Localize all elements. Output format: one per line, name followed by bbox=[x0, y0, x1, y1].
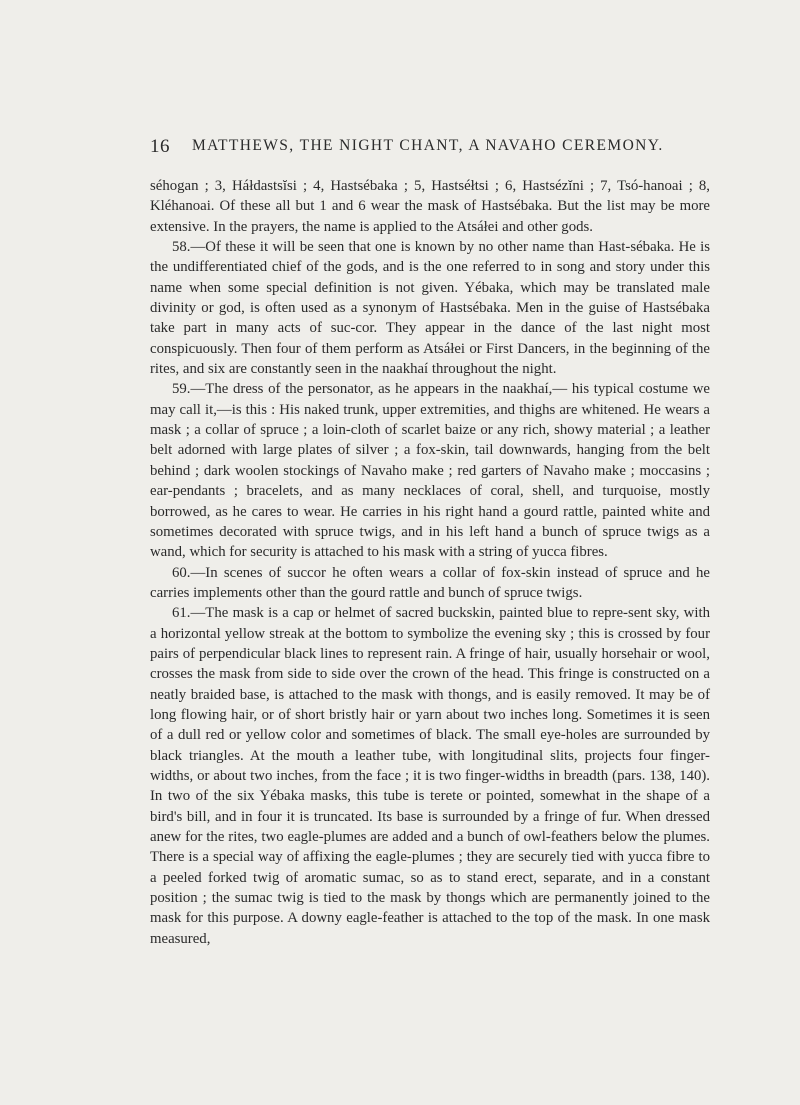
page-header bbox=[150, 136, 710, 162]
paragraph-58: 58.—Of these it will be seen that one is known by no other name than Hast-sébaka. He is the undifferentiated chief of the gods, and is the one referred to in song and story under this name when some special definition is not given. Yébaka, which may be translated male divinity or god, is often used as a synonym of Hastsébaka. Men in the guise of Hastsébaka take part in many acts of suc-cor. They appear in the dance of the last night most conspicuously. Then four of them perform as Atsáłei or First Dancers, in the beginning of the rites, and six are constantly seen in the naakhaí throughout the night. bbox=[150, 239, 710, 378]
page-number: 16 bbox=[150, 136, 170, 157]
running-head: MATTHEWS, THE NIGHT CHANT, A NAVAHO CEREMONY. bbox=[192, 137, 664, 154]
paragraph-60: 60.—In scenes of succor he often wears a collar of fox-skin instead of spruce and he carries implements other than the gourd rattle and bunch of spruce twigs. bbox=[150, 564, 710, 601]
body-text bbox=[150, 176, 710, 949]
paragraph-61: 61.—The mask is a cap or helmet of sacred buckskin, painted blue to repre-sent sky, with a horizontal yellow streak at the bottom to symbolize the evening sky ; this is crossed by four pairs of perpendicular black lines to represent rain. A fringe of hair, usually horsehair or wool, crosses the mask from side to side over the crown of the head. This fringe is constructed on a neatly braided base, is attached to the mask with thongs, and is easily removed. It may be of long flowing hair, or of short bristly hair or yarn about two inches long. Sometimes it is seen of a dull red or yellow color and sometimes of black. The small eye-holes are surrounded by black triangles. At the mouth a leather tube, with longitudinal slits, projects four finger-widths, or about two inches, from the face ; it is two finger-widths in breadth (pars. 138, 140). In two of the six Yébaka masks, this tube is terete or pointed, somewhat in the shape of a bird's bill, and in four it is truncated. Its base is surrounded by a fringe of fur. When dressed anew for the rites, two eagle-plumes are added and a bunch of owl-feathers below the plumes. There is a special way of affixing the eagle-plumes ; they are securely tied with yucca fibre to a peeled forked twig of aromatic sumac, so as to stand erect, separate, and in a constant position ; the sumac twig is tied to the mask by thongs which are permanently joined to the mask for this purpose. A downy eagle-feather is attached to the top of the mask. In one mask measured, bbox=[150, 605, 710, 947]
paragraph-59: 59.—The dress of the personator, as he appears in the naakhaí,— his typical costume we may call it,—is this : His naked trunk, upper extremities, and thighs are whitened. He wears a mask ; a collar of spruce ; a loin-cloth of scarlet baize or any rich, showy material ; a leather belt adorned with large plates of silver ; a fox-skin, tail downwards, hanging from the belt behind ; dark woolen stockings of Navaho make ; red garters of Navaho make ; moccasins ; ear-pendants ; bracelets, and as many necklaces of coral, shell, and turquoise, mostly borrowed, as he cares to wear. He carries in his right hand a gourd rattle, painted white and sometimes decorated with spruce twigs, and in his left hand a bunch of spruce twigs as a wand, which for security is attached to his mask with a string of yucca fibres. bbox=[150, 381, 710, 561]
paragraph-continuation: séhogan ; 3, Háłdastsĭsi ; 4, Hastsébaka ; 5, Hastséłtsi ; 6, Hastsézĭni ; 7, Tsó-hanoai ; 8, Kléhanoai. Of these all but 1 and 6 wear the mask of Hastsébaka. But the list may be more extensive. In the prayers, the name is applied to the Atsáłei and other gods. bbox=[150, 178, 710, 235]
